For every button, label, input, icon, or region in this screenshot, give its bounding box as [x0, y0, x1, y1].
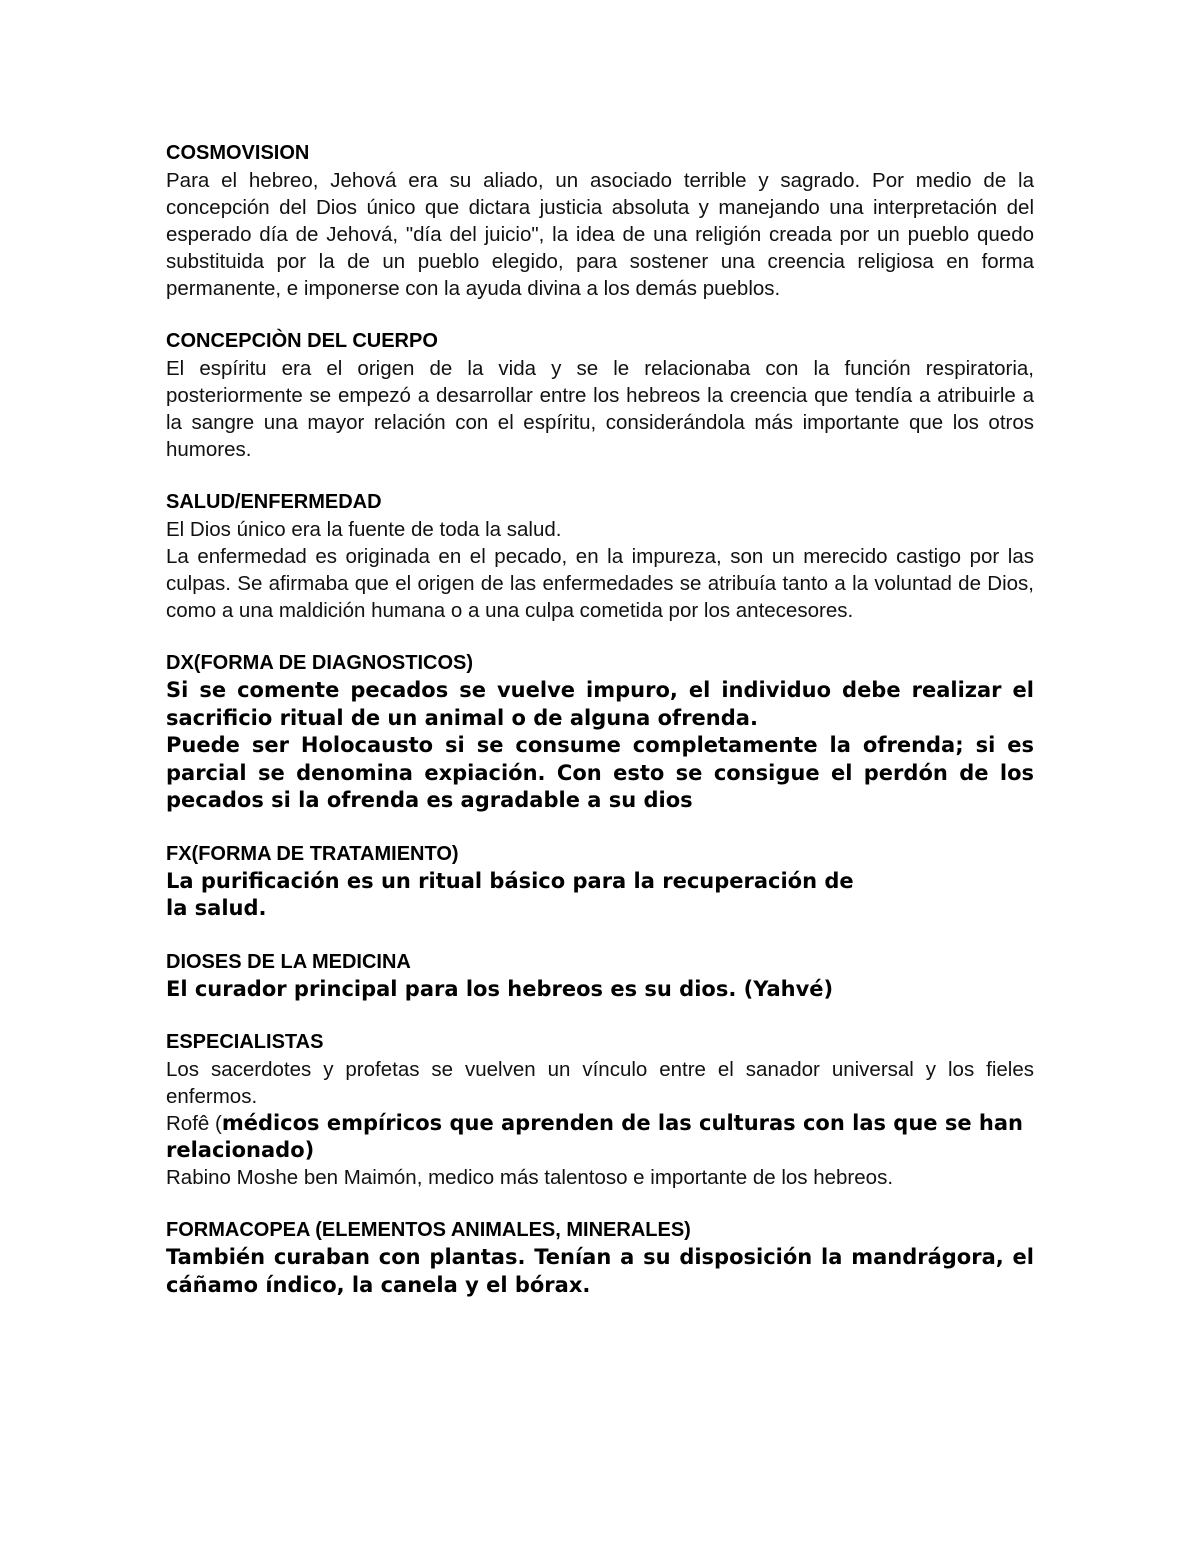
rofe-description: médicos empíricos que aprenden de las culturas con las que se han relacionado) — [166, 1111, 1023, 1162]
section-heading: DX(FORMA DE DIAGNOSTICOS) — [166, 652, 474, 674]
paragraph-line: la salud. — [166, 896, 267, 920]
document-body — [166, 140, 1034, 1325]
section-cosmovision — [166, 140, 1034, 302]
section-paragraph: El Dios único era la fuente de toda la salud. — [166, 518, 562, 541]
section-heading: ESPECIALISTAS — [166, 1031, 324, 1053]
section-paragraph: Los sacerdotes y profetas se vuelven un vínculo entre el sanador universal y los fieles enfermos. — [166, 1058, 1034, 1108]
section-heading: DIOSES DE LA MEDICINA — [166, 950, 411, 973]
section-paragraph: El curador principal para los hebreos es su dios. (Yahvé) — [166, 976, 834, 1001]
rofe-prefix: Rofê ( — [166, 1112, 222, 1135]
section-paragraph — [166, 868, 1034, 923]
section-dioses-de-la-medicina — [166, 949, 1034, 1004]
section-salud-enfermedad — [166, 489, 1034, 624]
section-heading: FX(FORMA DE TRATAMIENTO) — [166, 842, 459, 865]
section-concepcion-del-cuerpo — [166, 328, 1034, 463]
paragraph-line: La purificación es un ritual básico para la recuperación de — [166, 868, 854, 893]
section-paragraph: Si se comente pecados se vuelve impuro, el individuo debe realizar el sacrificio ritual de un animal o de alguna ofrenda. — [166, 678, 1034, 730]
section-tratamiento — [166, 841, 1034, 923]
section-paragraph: También curaban con plantas. Tenían a su disposición la mandrágora, el cáñamo índico, la canela y el bórax. — [166, 1245, 1034, 1297]
section-paragraph: La enfermedad es originada en el pecado, en la impureza, son un merecido castigo por las culpas. Se afirmaba que el origen de las enfermedades se atribuía tanto a la voluntad de Dios, como a una maldición humana o a una culpa cometida por los antecesores. — [166, 545, 1034, 622]
section-diagnosticos — [166, 650, 1034, 815]
section-heading: FORMACOPEA (ELEMENTOS ANIMALES, MINERALES) — [166, 1219, 691, 1241]
section-heading: SALUD/ENFERMEDAD — [166, 491, 382, 513]
rofe-paragraph — [166, 1110, 1034, 1164]
section-formacopea — [166, 1217, 1034, 1299]
section-heading: COSMOVISION — [166, 142, 310, 164]
section-especialistas — [166, 1029, 1034, 1191]
section-heading: CONCEPCIÒN DEL CUERPO — [166, 330, 438, 352]
section-paragraph: Para el hebreo, Jehová era su aliado, un asociado terrible y sagrado. Por medio de la concepción del Dios único que dictara justicia absoluta y manejando una interpretación del esperado día de Jehová, "día del juicio", la idea de una religión creada por un pueblo quedo substituida por la de un pueblo elegido, para sostener una creencia religiosa en forma permanente, e imponerse con la ayuda divina a los demás pueblos. — [166, 169, 1034, 300]
section-paragraph: Puede ser Holocausto si se consume completamente la ofrenda; si es parcial se denomina expiación. Con esto se consigue el perdón de los pecados si la ofrenda es agradable a su dios — [166, 733, 1034, 812]
section-paragraph: El espíritu era el origen de la vida y se le relacionaba con la función respiratoria, posteriormente se empezó a desarrollar entre los hebreos la creencia que tendía a atribuirle a la sangre una mayor relación con el espíritu, considerándola más importante que los otros humores. — [166, 357, 1034, 461]
section-paragraph: Rabino Moshe ben Maimón, medico más talentoso e importante de los hebreos. — [166, 1166, 894, 1189]
